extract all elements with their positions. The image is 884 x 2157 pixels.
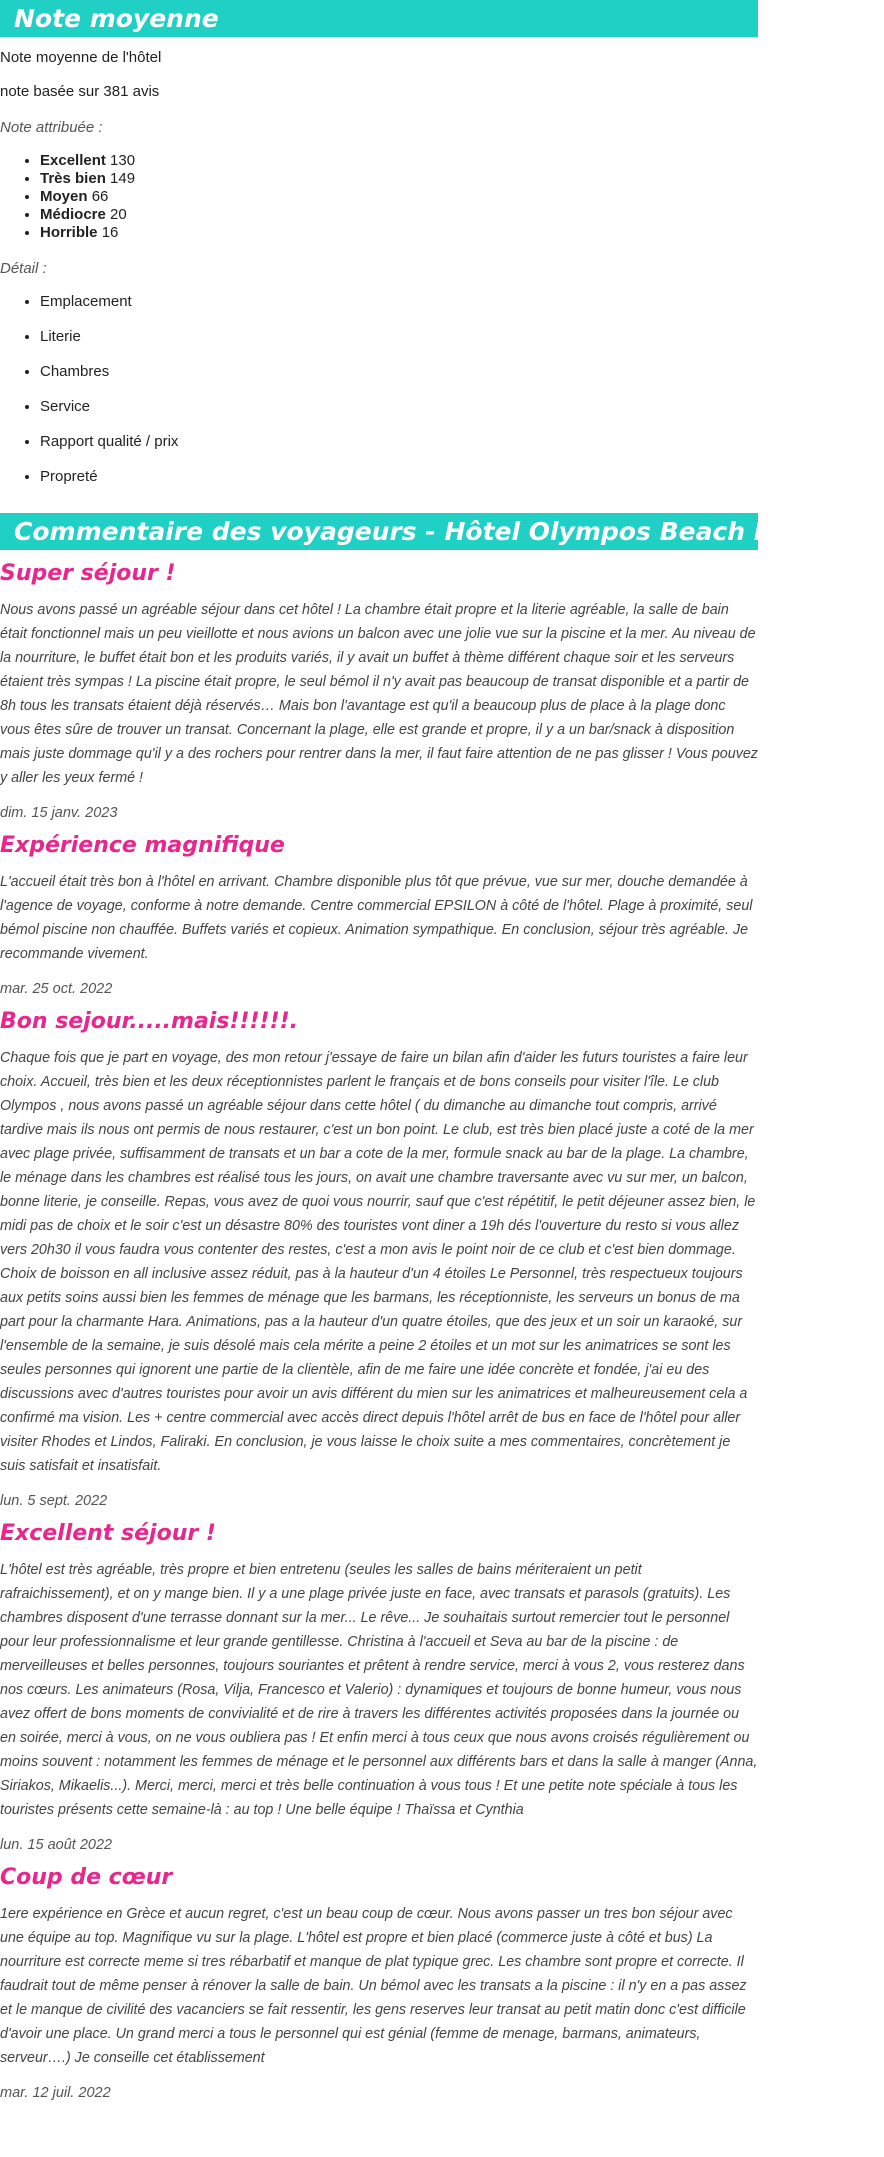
rating-count: 20 — [110, 206, 127, 223]
average-rating-title: Note moyenne de l'hôtel — [0, 49, 162, 66]
detail-item: • Propreté — [40, 468, 758, 503]
review-text: L'hôtel est très agréable, très propre et bien entretenu (seules les salles de bains mériteraient un petit rafraichissement), et on y mange bien. Il y a une plage privée juste en face, avec transats et parasols (gratuits). Les chambres disposent d'une terrasse donnant sur la mer... Le rêve... Je souhaitais surtout remercier tout le personnel pour leur professionnalisme et leur grande gentillesse. Christina à l'accueil et Seva au bar de la piscine : de merveilleuses et belles personnes, toujours souriantes et prêtent à rendre service, merci à vous 2, vous resterez dans nos cœurs. Les animateurs (Rosa, Vilja, Francesco et Valerio) : dynamiques et toujours de bonne humeur, vous nous avez offert de bons moments de convivialité et de rire à travers les différentes activités proposées dans la journée ou en soirée, merci à vous, on ne vous oubliera pas ! Et enfin merci à tous ceux que nous avons croisés régulièrement ou moins souvent : notamment les femmes de ménage et le personnel aux différents bars et dans la salle à manger (Anna, Siriakos, Mikaelis...). Merci, merci, merci et très belle continuation à vous tous ! Et une petite note spéciale à tous les touristes présents cette semaine-là : au top ! Une belle équipe ! Thaïssa et Cynthia — [0, 1562, 758, 1818]
detail-list — [0, 293, 758, 503]
review-text: 1ere expérience en Grèce et aucun regret, c'est un beau coup de cœur. Nous avons passer un tres bon séjour avec une équipe au top. Magnifique vu sur la plage. L'hôtel est propre et bien placé (commerce juste à côté et bus) La nourriture est correcte meme si tres rébarbatif et manque de plat typique grec. Les chambre sont propre et correcte. Il faudrait tout de même penser à rénover la salle de bain. Un bémol avec les transats a la piscine : il n'y en a pas assez et le manque de civilité des vacanciers se fait ressentir, les gens reserves leur transat au petit matin donc c'est difficile d'avoir une place. Un grand merci a tous le personnel qui est génial (femme de menage, barmans, animateurs, serveur….) Je conseille cet établissement — [0, 1906, 747, 2066]
rating-label: Horrible — [40, 224, 98, 241]
review-text: Chaque fois que je part en voyage, des mon retour j'essaye de faire un bilan afin d'aider les futurs touristes a faire leur choix. Accueil, très bien et les deux réceptionnistes parlent le français et de bons conseils pour visiter l'île. Le club Olympos , nous avons passé un agréable séjour dans cette hôtel ( du dimanche au dimanche tout compris, arrivé tardive mais ils nous ont permis de nous restaurer, c'est un bon point. Le club, est très bien placé juste a coté de la mer avec plage privée, suffisamment de transats et un bar a cote de la mer, formule snack au bar de la plage. La chambre, le ménage dans les chambres est réalisé tous les jours, on avait une chambre traversante avec vu sur mer, un balcon, bonne literie, je conseille. Repas, vous avez de quoi vous nourrir, sauf que c'est répétitif, le petit déjeuner assez bien, le midi pas de choix et le soir c'est un désastre 80% des touristes vont diner a 19h dés l'ouverture du resto si vous allez vers 20h30 il vous faudra vous contenter des restes, c'est a mon avis le point noir de ce club et c'est bien dommage. Choix de boisson en all inclusive assez réduit, pas à la hauteur d'un 4 étoiles Le Personnel, très respectueux toujours aux petits soins aussi bien les femmes de ménage que les barmans, les réceptionniste, les serveurs un bonus de ma part pour la charmante Hara. Animations, pas a la hauteur d'un quatre étoiles, que des jeux et un soir un karaoké, sur l'ensemble de la semaine, je suis désolé mais cela mérite a peine 2 étoiles et un mot sur les animatrices se sont les seules personnes qui ignorent une partie de la clientèle, afin de me faire une idée concrète et fondée, j'ai eu des discussions avec d'autres touristes pour avoir un avis différent du mien sur les animatrices et malheureusement cela a confirmé ma vision. Les + centre commercial avec accès direct depuis l'hôtel arrêt de bus en face de l'hôtel pour aller visiter Rhodes et Lindos, Faliraki. En conclusion, je vous laisse le choix suite a mes commentaires, concrètement je suis satisfait et insatisfait. — [0, 1050, 756, 1474]
review-text: Nous avons passé un agréable séjour dans cet hôtel ! La chambre était propre et la literie agréable, la salle de bain était fonctionnel mais un peu vieillotte et nous avions un balcon avec une jolie vue sur la piscine et la mer. Au niveau de la nourriture, le buffet était bon et les produits variés, il y avait un buffet à thème différent chaque soir et les serveurs étaient très sympas ! La piscine était propre, le seul bémol il n'y avait pas beaucoup de transat disponible et a partir de 8h tous les transats étaient déjà réservés… Mais bon l'avantage est qu'il a beaucoup plus de place à la plage donc vous êtes sûre de trouver un transat. Concernant la plage, elle est grande et propre, il y a un bar/snack à disposition mais juste dommage qu'il y a des rochers pour rentrer dans la mer, il faut faire attention de ne pas glisser ! Vous pouvez y aller les yeux fermé ! — [0, 602, 758, 786]
review-item — [0, 832, 758, 998]
review-date: lun. 5 sept. 2022 — [0, 1493, 108, 1509]
review-title: Coup de cœur — [0, 1865, 173, 1890]
review-title: Super séjour ! — [0, 561, 176, 586]
rating-label: Médiocre — [40, 206, 106, 223]
rating-item-excellent — [40, 152, 758, 170]
rating-count: 149 — [110, 170, 136, 187]
rating-item-moyen — [40, 188, 758, 206]
reviews-section-header: Commentaire des voyageurs - Hôtel Olympos Beach Resort 4* — [0, 513, 758, 550]
rating-item-mediocre — [40, 206, 758, 224]
review-title: Excellent séjour ! — [0, 1521, 216, 1546]
rating-label: Très bien — [40, 170, 106, 187]
detail-item: • Emplacement — [40, 293, 758, 328]
review-date: lun. 15 août 2022 — [0, 1837, 113, 1853]
ratings-list — [0, 152, 758, 242]
rating-count: 66 — [91, 188, 109, 205]
review-date: mar. 12 juil. 2022 — [0, 2085, 111, 2101]
rating-section-header: Note moyenne — [0, 0, 758, 37]
rating-count: 16 — [101, 224, 119, 241]
review-item — [0, 1864, 758, 2102]
review-item — [0, 1008, 758, 1510]
rating-item-horrible — [40, 224, 758, 242]
detail-item: • Literie — [40, 328, 758, 363]
detail-item: • Rapport qualité / prix — [40, 433, 758, 468]
review-text: L'accueil était très bon à l'hôtel en arrivant. Chambre disponible plus tôt que prévue, vue sur mer, douche demandée à l'agence de voyage, conforme à notre demande. Centre commercial EPSILON à côté de l'hôtel. Plage à proximité, seul bémol piscine non chauffée. Buffets variés et copieux. Animation sympathique. En conclusion, séjour très agréable. Je recommande vivement. — [0, 874, 753, 962]
review-date: dim. 15 janv. 2023 — [0, 805, 118, 821]
review-date: mar. 25 oct. 2022 — [0, 981, 113, 997]
review-title: Expérience magnifique — [0, 833, 285, 858]
rating-label: Moyen — [40, 188, 88, 205]
rating-item-tres-bien — [40, 170, 758, 188]
review-title: Bon sejour.....mais!!!!!!. — [0, 1009, 298, 1034]
detail-item: • Service — [40, 398, 758, 433]
ratings-label: Note attribuée : — [0, 119, 103, 136]
rating-label: Excellent — [40, 152, 106, 169]
review-item — [0, 560, 758, 822]
review-item — [0, 1520, 758, 1854]
review-count: note basée sur 381 avis — [0, 83, 160, 100]
rating-count: 130 — [110, 152, 136, 169]
detail-label: Détail : — [0, 260, 47, 277]
detail-item: • Chambres — [40, 363, 758, 398]
